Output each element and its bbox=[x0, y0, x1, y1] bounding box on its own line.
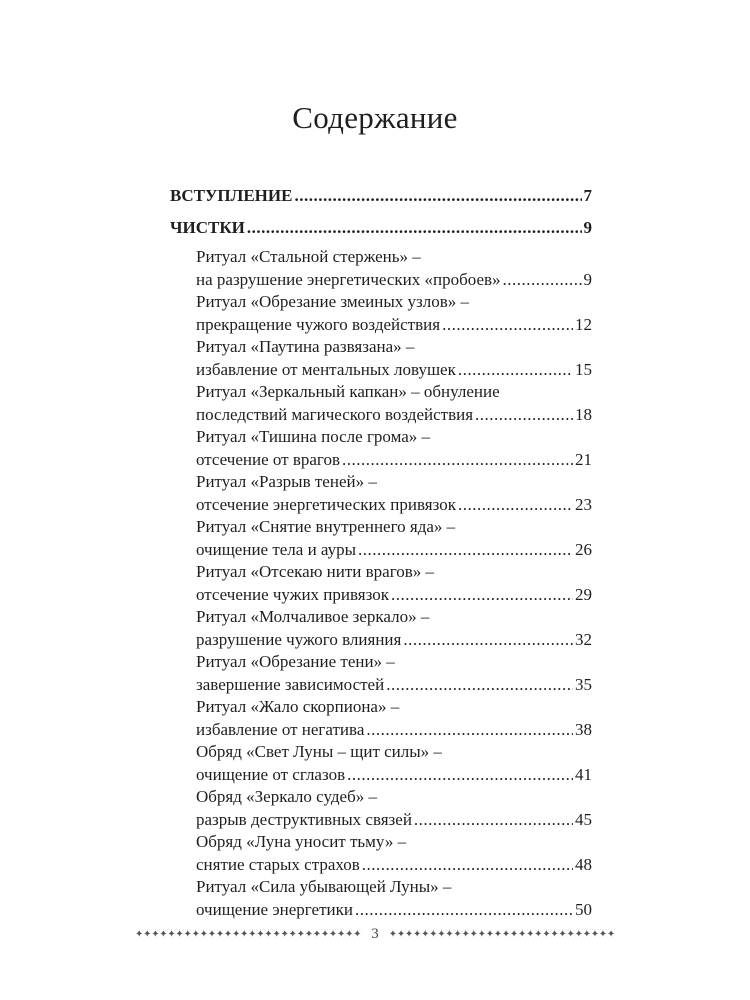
dot-leader bbox=[386, 674, 573, 697]
toc-entry-page-number: 26 bbox=[575, 539, 592, 559]
toc-entry[interactable] bbox=[170, 381, 592, 426]
dot-leader bbox=[403, 629, 573, 652]
toc-entries bbox=[170, 246, 592, 921]
toc-entry-subtitle: отсечение от врагов bbox=[196, 449, 340, 469]
toc-entry-subtitle: отсечение чужих привязок bbox=[196, 584, 389, 604]
toc-section-intro[interactable] bbox=[170, 182, 592, 214]
toc-entry-page-number: 29 bbox=[575, 584, 592, 604]
toc-entry-title: Ритуал «Молчаливое зеркало» – bbox=[196, 607, 430, 626]
toc-entry-title: Ритуал «Обрезание тени» – bbox=[196, 652, 395, 671]
toc-entry-subtitle-row bbox=[196, 269, 592, 292]
dot-leader bbox=[362, 854, 573, 877]
toc-entry-page-number: 12 bbox=[575, 314, 592, 334]
toc-entry-title: Ритуал «Обрезание змеиных узлов» – bbox=[196, 292, 470, 311]
toc-entry-subtitle: избавление от негатива bbox=[196, 719, 365, 739]
toc-entry-subtitle-row bbox=[196, 764, 592, 787]
section-page-number: 9 bbox=[583, 218, 592, 237]
toc-entry-page-number: 23 bbox=[575, 494, 592, 514]
toc-entry[interactable] bbox=[170, 336, 592, 381]
dot-leader bbox=[247, 214, 582, 242]
toc-entry-subtitle-row bbox=[196, 629, 592, 652]
toc-entry-subtitle-row bbox=[196, 674, 592, 697]
toc-entry-page-number: 41 bbox=[575, 764, 592, 784]
toc-entry-subtitle: на разрушение энергетических «пробоев» bbox=[196, 269, 501, 289]
toc-entry-title: Ритуал «Сила убывающей Луны» – bbox=[196, 877, 452, 896]
dot-leader bbox=[458, 494, 573, 517]
page-footer bbox=[0, 926, 750, 943]
toc-entry-subtitle: разрушение чужого влияния bbox=[196, 629, 402, 649]
toc-entry-title: Ритуал «Зеркальный капкан» – обнуление bbox=[196, 382, 500, 401]
toc-entry-subtitle-row bbox=[196, 809, 592, 832]
toc-entry-page-number: 35 bbox=[575, 674, 592, 694]
toc-entry-subtitle: снятие старых страхов bbox=[196, 854, 360, 874]
toc-entry[interactable] bbox=[170, 426, 592, 471]
dot-leader bbox=[414, 809, 573, 832]
dot-leader bbox=[442, 314, 573, 337]
section-page-number: 7 bbox=[583, 186, 592, 205]
toc-entry-page-number: 18 bbox=[575, 404, 592, 424]
toc-entry[interactable] bbox=[170, 246, 592, 291]
dot-leader bbox=[475, 404, 573, 427]
toc-entry[interactable] bbox=[170, 291, 592, 336]
dot-leader bbox=[391, 584, 573, 607]
toc-entry-subtitle-row bbox=[196, 359, 592, 382]
dot-leader bbox=[294, 182, 581, 210]
toc-entry-subtitle-row bbox=[196, 314, 592, 337]
toc-entry[interactable] bbox=[170, 471, 592, 516]
toc-entry[interactable] bbox=[170, 786, 592, 831]
footer-page-number: 3 bbox=[371, 926, 379, 942]
toc-entry-page-number: 32 bbox=[575, 629, 592, 649]
dot-leader bbox=[358, 539, 573, 562]
toc-entry-subtitle: последствий магического воздействия bbox=[196, 404, 474, 424]
dot-leader bbox=[347, 764, 573, 787]
dot-leader bbox=[342, 449, 573, 472]
toc-entry-title: Ритуал «Тишина после грома» – bbox=[196, 427, 431, 446]
toc-entry-title: Ритуал «Разрыв теней» – bbox=[196, 472, 377, 491]
toc-entry[interactable] bbox=[170, 831, 592, 876]
toc-entry-title: Ритуал «Паутина развязана» – bbox=[196, 337, 415, 356]
toc-entry[interactable] bbox=[170, 696, 592, 741]
toc-entry-title: Ритуал «Стальной стержень» – bbox=[196, 247, 421, 266]
toc-entry-title: Обряд «Свет Луны – щит силы» – bbox=[196, 742, 442, 761]
toc-entry[interactable] bbox=[170, 651, 592, 696]
toc-entry[interactable] bbox=[170, 741, 592, 786]
toc-entry-page-number: 15 bbox=[575, 359, 592, 379]
dot-leader bbox=[458, 359, 573, 382]
section-label: ЧИСТКИ bbox=[170, 218, 245, 237]
toc-entry[interactable] bbox=[170, 606, 592, 651]
toc-entry[interactable] bbox=[170, 561, 592, 606]
footer-ornament-left: ✦✦✦✦✦✦✦✦✦✦✦✦✦✦✦✦✦✦✦✦✦✦✦✦✦✦✦✦ bbox=[135, 929, 362, 940]
toc-entry-subtitle: отсечение энергетических привязок bbox=[196, 494, 456, 514]
toc-entry-title: Ритуал «Снятие внутреннего яда» – bbox=[196, 517, 456, 536]
toc-section-cleansing[interactable] bbox=[170, 214, 592, 246]
toc-entry-page-number: 50 bbox=[575, 899, 592, 919]
page-title: Содержание bbox=[292, 100, 458, 135]
toc-entry-subtitle: избавление от ментальных ловушек bbox=[196, 359, 456, 379]
toc-entry-title: Обряд «Луна уносит тьму» – bbox=[196, 832, 407, 851]
footer-ornament-right: ✦✦✦✦✦✦✦✦✦✦✦✦✦✦✦✦✦✦✦✦✦✦✦✦✦✦✦✦ bbox=[388, 929, 615, 940]
section-label: ВСТУПЛЕНИЕ bbox=[170, 186, 293, 205]
toc-entry-title: Обряд «Зеркало судеб» – bbox=[196, 787, 377, 806]
dot-leader bbox=[366, 719, 573, 742]
toc-entry-subtitle: прекращение чужого воздействия bbox=[196, 314, 441, 334]
toc-entry-subtitle: очищение тела и ауры bbox=[196, 539, 357, 559]
toc-entry-subtitle: разрыв деструктивных связей bbox=[196, 809, 412, 829]
toc-entry-page-number: 38 bbox=[575, 719, 592, 739]
toc-entry-subtitle-row bbox=[196, 404, 592, 427]
toc-entry-subtitle-row bbox=[196, 854, 592, 877]
toc-entry-subtitle: очищение энергетики bbox=[196, 899, 353, 919]
toc-entry-subtitle: завершение зависимостей bbox=[196, 674, 385, 694]
toc-entry-subtitle-row bbox=[196, 539, 592, 562]
toc-entry-page-number: 45 bbox=[575, 809, 592, 829]
toc-entry-title: Ритуал «Отсекаю нити врагов» – bbox=[196, 562, 435, 581]
toc-entry-subtitle-row bbox=[196, 494, 592, 517]
toc-entry-subtitle-row bbox=[196, 719, 592, 742]
toc-entry-subtitle: очищение от сглазов bbox=[196, 764, 346, 784]
toc-entry[interactable] bbox=[170, 516, 592, 561]
dot-leader bbox=[355, 899, 573, 922]
toc-entry-subtitle-row bbox=[196, 449, 592, 472]
toc-entry[interactable] bbox=[170, 876, 592, 921]
toc-entry-page-number: 21 bbox=[575, 449, 592, 469]
toc-entry-page-number: 9 bbox=[583, 269, 592, 289]
toc-entry-subtitle-row bbox=[196, 899, 592, 922]
table-of-contents bbox=[170, 182, 592, 921]
toc-entry-subtitle-row bbox=[196, 584, 592, 607]
toc-entry-page-number: 48 bbox=[575, 854, 592, 874]
toc-entry-title: Ритуал «Жало скорпиона» – bbox=[196, 697, 400, 716]
dot-leader bbox=[503, 269, 582, 292]
